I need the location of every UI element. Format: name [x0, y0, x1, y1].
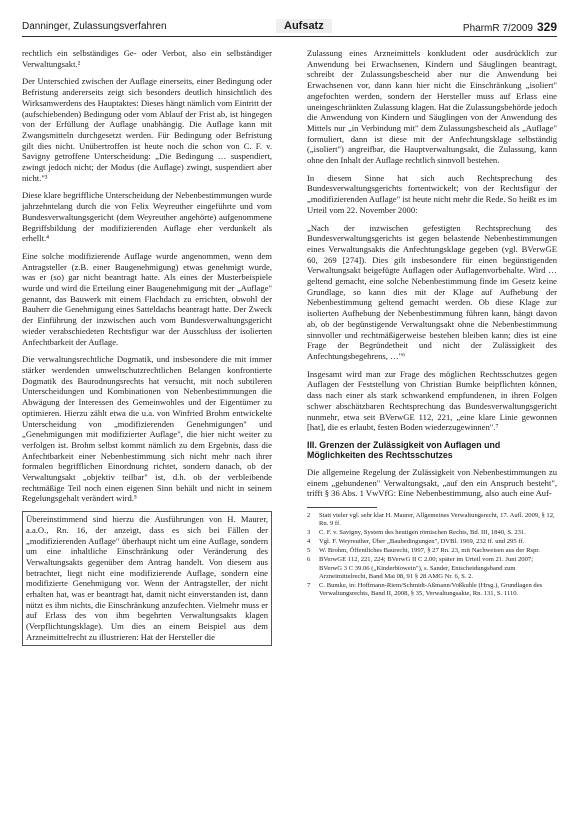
paragraph: Die allgemeine Regelung der Zulässigkeit von Nebenbestimmungen zu einem „gebundenen" Verwaltungsakt, „auf den ein Anspruch besteht", trifft § 36 Abs. 1 VwVfG: Eine Nebenbestimmung, also auch eine Auf- [307, 466, 557, 499]
footnote-text: Vgl. F. Weyreuther, Über „Baubedingungen", DVBl. 1969, 232 ff. und 295 ff. [319, 538, 525, 546]
footnote-text: Statt vieler vgl. sehr klar H. Maurer, Allgemeines Verwaltungsrecht, 17. Aufl. 2009, § 12, Rn. 9 ff. [319, 512, 555, 528]
right-column [307, 48, 557, 599]
footnote-text: C. Bumke, in: Hoffmann-Riem/Schmidt-Aßmann/Voßkuhle (Hrsg.), Grundlagen des Verwaltungsrechts, Band II, 2008, § 35, Verwaltungsakte, Rn. 131, S. 1110. [319, 581, 543, 597]
paragraph: rechtlich ein selbständiges Ge- oder Verbot, also ein selbständiger Verwaltungsakt.² [22, 48, 272, 69]
footnote [307, 582, 557, 598]
paragraph: Zulassung eines Arzneimittels konkludent oder ausdrücklich zur Anwendung bei Erwachsenen, Kindern und Säuglingen beantragt, schreibt der Zulassungsbescheid aber nur die Anwendung bei Erwachsenen vor, dann kann hier nicht die Einschränkung „isoliert" angefochten werden, sondern der Hersteller muss auf Erlass eine uneingeschränkten Zulassung klagen. Hat die Zulassungsbehörde jedoch die Anwendung von Kindern und Säuglingen von der Anwendung des Mittels nur „in Verbindung mit" dem Zulassungsbescheid als „Auflage" formuliert, dann ist diese mit der Anfechtungsklage selbständig („isoliert") angreifbar, die Hauptverwaltungsakt, die Zulassung, kann ohne den Inhalt der Auflage rechtlich sinnvoll bestehen. [307, 48, 557, 166]
footnote [307, 529, 557, 537]
footnote-text: W. Brohm, Öffentliches Baurecht, 1997, § 27 Rn. 23, mit Nachweisen aus der Rspr. [319, 547, 540, 555]
paragraph: Diese klare begriffliche Unterscheidung der Nebenbestimmungen wurde jahrzehntelang durch die von Felix Weyreuther eingeführte und vom Bundesverwaltungsgericht (dem Weyreuther angehörte) aufgenommene Begriffsbildung der modifizierenden Auflage eher verdunkelt als erhellt.⁴ [22, 190, 272, 244]
footnote-number: 5 [307, 547, 311, 555]
paragraph: Die verwaltungsrechtliche Dogmatik, und insbesondere die mit immer stärker werdenden umweltschutzrechtlichen Belangen konfrontierte Dogmatik des Baurodnungsrechts hat versucht, mit noch subtileren Unterscheidungen und Kombinationen von Nebenbestimmungen die Abwägung der Interessen des Gemeinwohles und der Eigentümer zu optimieren. Hierzu zählt etwa die u.a. von Winfried Brohm entwickelte Unterscheidung von „modifizierenden Genehmigungen" und „Genehmigungen mit modifizierter Auflage", die hier nicht weiter zu verfolgen ist. Brohm selbst kommt nämlich zu dem Ergebnis, dass die Anfechtbarkeit einer Nebenbestimmung sich nicht mehr nach ihrer formalen begrifflichen Einordnung richtet, sondern danach, ob der Verwaltungsakt „objektiv teilbar" ist, d.h. ob der verbleibende rechtmäßige Teil noch einen eigenen Sinn behält und nicht in seinem Regelungsgehalt verändert wird.⁵ [22, 354, 272, 504]
footnote [307, 538, 557, 546]
paragraph: Der Unterschied zwischen der Auflage einerseits, einer Bedingung oder Befristung andererseits zeigt sich besonders deutlich hinsichtlich des Wirksamwerdens des Hauptaktes: Dieses hängt nämlich vom Eintritt der (aufschiebenden) Bedingung oder vom Ablauf der Frist ab, ist hingegen von der Erfüllung der Auflage unabhängig. Die Auflage kann mit Zwangsmitteln durchgesetzt werden. Für Bedingung oder Befristung gilt dies nicht. Unübertroffen ist heute noch die schon von C. F. v. Savigny getroffene Unterscheidung: „Die Bedingung … suspendiert, zwingt jedoch nicht; der Modus (die Auflage) zwingt, suspendiert aber nicht."³ [22, 76, 272, 183]
journal-issue: PharmR 7/2009 [462, 23, 533, 34]
page-header [22, 18, 557, 38]
paragraph: In diesem Sinne hat sich auch Rechtsprechung des Bundesverwaltungsgerichts fortentwickelt; von der Rechtsfigur der „modifizierenden Auflage" ist heute nicht mehr die Rede. So heißt es im Urteil vom 22. November 2000: [307, 172, 557, 215]
paragraph: Übereinstimmend sind hierzu die Ausführungen von H. Maurer, a.a.O., Rn. 16, der anzeigt, dass es sich bei Fällen der „modifizierenden Auflage" überhaupt nicht um eine Auflage, sondern um eine inhaltliche Einschränkung oder Veränderung des Verwaltungsakts gegenüber dem Antrag handelt. Von diesem aus betrachtet, liegt nicht eine modifizierende Auflage, sondern eine modifizierte Genehmigung vor. Wenn der Antragsteller, der nicht erhalten hat, was er beantragt hat, damit nicht einverstanden ist, dann nützt es ihm nichts, die Einschränkung anzufechten. Vielmehr muss er auf Erlass des von ihm begehrten Verwaltungsakts klagen (Verpflichtungsklage). Um dies an einem Beispiel aus dem Arzneimittelrecht zu illustrieren: Hat der Hersteller die [26, 514, 268, 642]
court-quote: „Nach der inzwischen gefestigten Rechtsprechung des Bundesverwaltungsgerichts ist gegen belastende Nebenbestimmungen eines Verwaltungsakts die Anfechtungsklage gegeben (vgl. BVerwGE 60, 269 [274]). Dies gilt insbesondere für einen begünstigenden Verwaltungsakt beigefügte Auflagen oder Auflagenvorbehalte. Wird … geltend gemacht, eine solche Nebenbestimmung finde im Gesetz keine Grundlage, so kann dies mit der Klage auf Aufhebung der Nebenbestimmung geltend gemacht werden. Ob diese Klage zur isolierten Aufhebung der Nebenbestimmung führen kann, hängt davon ab, ob der begünstigende Verwaltungsakt ohne die Nebenbestimmung sinnvoller und rechtmäßigerweise bestehen bleiben kann; dies ist eine Frage der Begründetheit und nicht der Zulässigkeit des Anfechtungsbegehrens, …"⁶ [307, 222, 557, 361]
footnote [307, 512, 557, 528]
header-rule [22, 36, 557, 37]
paragraph: Eine solche modifizierende Auflage wurde angenommen, wenn dem Antragsteller (z.B. einer Baugenehmigung) etwas genehmigt wurde, was er (so) gar nicht beantragt hatte. Als eines der Musterbeispiele wurde und wird die Erteilung einer Baugenehmigung mit der „Auflage" genannt, das Bauwerk mit einem Flachdach zu errichten, obwohl der Bauherr die Genehmigung eines Satteldachs beantragt hatte. Der Zweck der Einführung der inzwischen auch vom Bundesverwaltungsgericht wieder verabschiedeten Rechtsfigur war der Ausschluss der isolierten Anfechtbarkeit der Auflage. [22, 250, 272, 347]
footnote-number: 2 [307, 512, 311, 520]
paragraph: Insgesamt wird man zur Frage des möglichen Rechtsschutzes gegen Auflagen der Feststellung von Christian Bumke beipflichten können, dass nach einer als stark schwankend empfundenen, in ihren Folgen schwer abschätzbaren Rechtsprechung das Bundesverwaltungsgericht nunmehr, etwa seit BVerwGE 112, 221, „eine klare Linie gewonnen [hat], die es erlaubt, festen Boden wiederzugewinnen".⁷ [307, 368, 557, 433]
journal-page-info [463, 20, 557, 34]
footnote-number: 3 [307, 529, 311, 537]
section-label: Aufsatz [276, 19, 332, 33]
page-number: 329 [536, 20, 557, 34]
section-heading: III. Grenzen der Zulässigkeit von Auflagen und Möglichkeiten des Rechtsschutzes [307, 439, 501, 461]
footnote-rule [307, 507, 377, 508]
left-column [22, 48, 272, 653]
running-head-author: Danninger, Zulassungsverfahren [22, 21, 167, 32]
footnote-number: 4 [307, 538, 311, 546]
footnote-number: 6 [307, 556, 311, 564]
footnote-text: C. F. v. Savigny, System des heutigen römischen Rechts, Bd. III, 1840, S. 231. [319, 529, 526, 537]
footnote-number: 7 [307, 581, 311, 589]
footnote [307, 547, 557, 555]
footnotes [307, 512, 557, 598]
boxed-paragraph [22, 511, 272, 645]
footnote-text: BVerwGE 112, 221, 224; BVerwG II C 2.00; später im Urteil vom 21. Juni 2007; BVerwG 3 C 39.06 („Kinderbiowein"), s. Sander, Entscheidungsband zum Arzneimittelrecht, Band Mai 08, 91 § 28 AMG Nr. 6, S. 2. [319, 556, 534, 580]
footnote [307, 556, 557, 580]
